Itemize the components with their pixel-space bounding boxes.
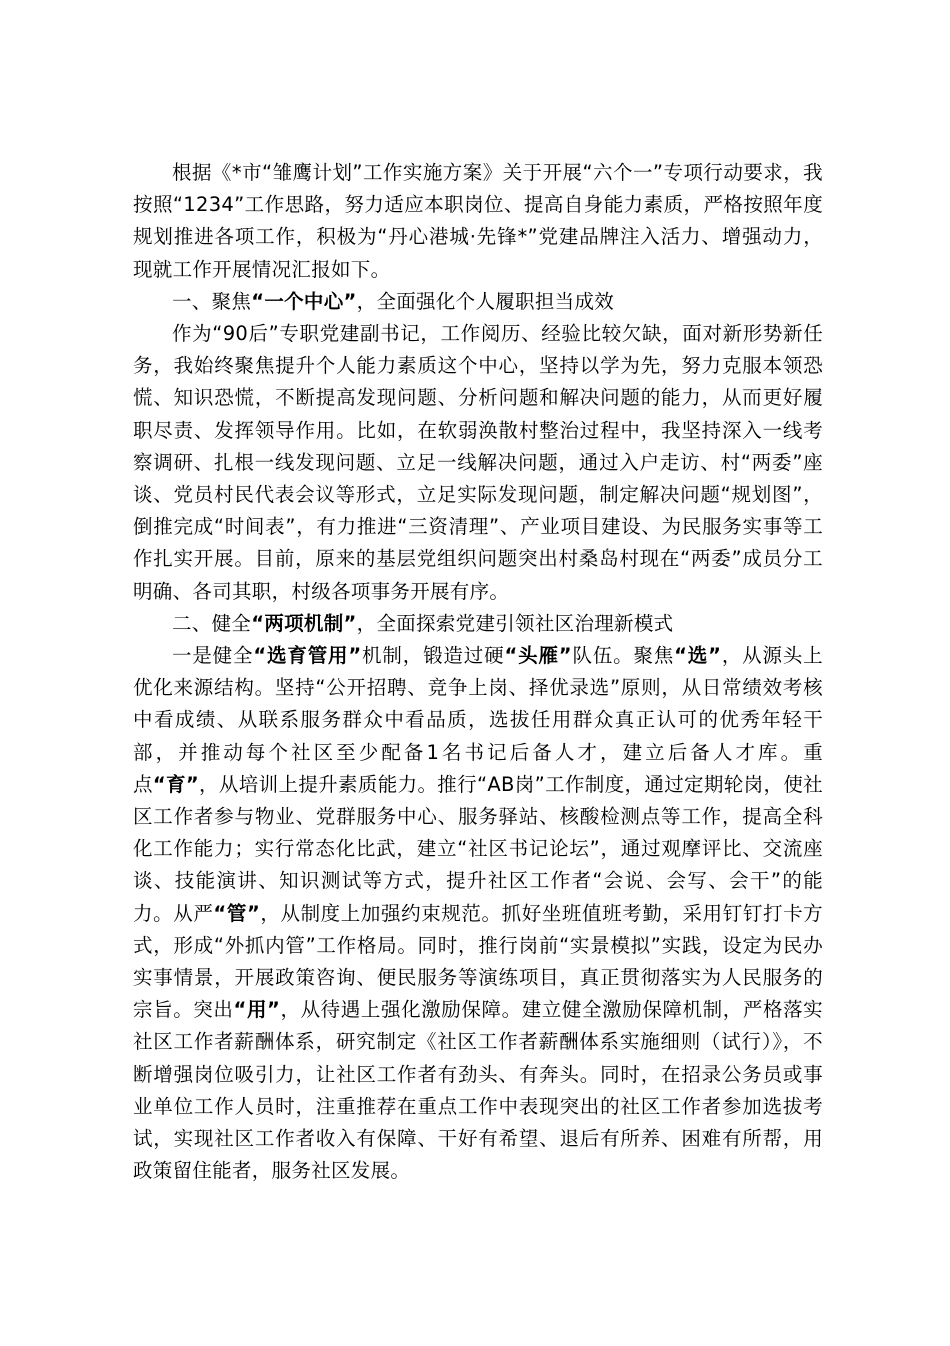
section-2-paragraph	[133, 640, 823, 1187]
section-2-heading-prefix: 二、健全	[172, 611, 252, 635]
section-2-heading-mark: “两项机制”	[251, 611, 357, 635]
section-2-seg-4: ，从源头上优化来源结构。坚持“公开招聘、竞争上岗、择优录选”原则，从日常绩效考核中看成绩、从联系服务群众中看品质，选拔任用群众真正认可的优秀年轻干部，并推动每个社区至少配备1名书记后备人才，建立后备人才库。重点	[133, 644, 823, 796]
section-1-paragraph: 作为“90后”专职党建副书记，工作阅历、经验比较欠缺，面对新形势新任务，我始终聚焦提升个人能力素质这个中心，坚持以学为先，努力克服本领恐慌、知识恐慌，不断提高发现问题、分析问题和解决问题的能力，从而更好履职尽责、发挥领导作用。比如，在软弱涣散村整治过程中，我坚持深入一线考察调研、扎根一线发现问题、立足一线解决问题，通过入户走访、村“两委”座谈、党员村民代表会议等形式，立足实际发现问题，制定解决问题“规划图”，倒推完成“时间表”，有力推进“三资清理”、产业项目建设、为民服务实事等工作扎实开展。目前，原来的基层党组织问题突出村桑岛村现在“两委”成员分工明确、各司其职，村级各项事务开展有序。	[133, 322, 823, 603]
section-2-heading	[133, 608, 823, 640]
section-2-mark-5: “管”	[213, 901, 261, 925]
section-2-seg-7: ，从待遇上强化激励保障。建立健全激励保障机制，严格落实社区工作者薪酬体系，研究制定《社区工作者薪酬体系实施细则（试行）》，不断增强岗位吸引力，让社区工作者有劲头、有奔头。同时，在招录公务员或事业单位工作人员时，注重推荐在重点工作中表现突出的社区工作者参加选拔考试，实现社区工作者收入有保障、干好有希望、退后有所养、困难有所帮，用政策留住能者，服务社区发展。	[133, 998, 823, 1183]
section-2-mark-1: “选育管用”	[253, 644, 362, 668]
section-2-seg-5: ，从培训上提升素质能力。推行“AB岗”工作制度，通过定期轮岗，使社区工作者参与物业、党群服务中心、服务驿站、核酸检测点等工作，提高全科化工作能力；实行常态化比武，建立“社区书记论坛”，通过观摩评比、交流座谈、技能演讲、知识测试等方式，提升社区工作者“会说、会写、会干”的能力。从严	[133, 772, 823, 925]
section-1-heading-suffix: ，全面强化个人履职担当成效	[356, 289, 615, 313]
section-2-heading-suffix: ，全面探索党建引领社区治理新模式	[356, 611, 674, 635]
section-2-seg-3: 队伍。聚焦	[571, 644, 675, 668]
section-2-mark-3: “选”	[674, 644, 722, 668]
section-1-heading-prefix: 一、聚焦	[172, 289, 252, 313]
document-body	[133, 157, 823, 1188]
section-1-heading	[133, 286, 823, 318]
intro-paragraph: 根据《*市“雏鹰计划”工作实施方案》关于开展“六个一”专项行动要求，我按照“1234”工作思路，努力适应本职岗位、提高自身能力素质，严格按照年度规划推进各项工作，积极为“丹心港城·先锋*”党建品牌注入活力、增强动力，现就工作开展情况汇报如下。	[133, 161, 823, 281]
section-2-mark-6: “用”	[233, 998, 281, 1022]
section-2-seg-1: 一是健全	[172, 644, 254, 668]
section-2-seg-6: ，从制度上加强约束规范。抓好坐班值班考勤，采用钉钉打卡方式，形成“外抓内管”工作格局。同时，推行岗前“实景模拟”实践，设定为民办实事情景，开展政策咨询、便民服务等演练项目，真正贯彻落实为人民服务的宗旨。突出	[133, 901, 823, 1022]
section-1-heading-mark: “一个中心”	[251, 289, 357, 313]
section-2-mark-4: “育”	[152, 772, 199, 796]
section-2-seg-2: 机制，锻造过硬	[361, 644, 505, 668]
section-2-mark-2: “头雁”	[504, 644, 572, 668]
